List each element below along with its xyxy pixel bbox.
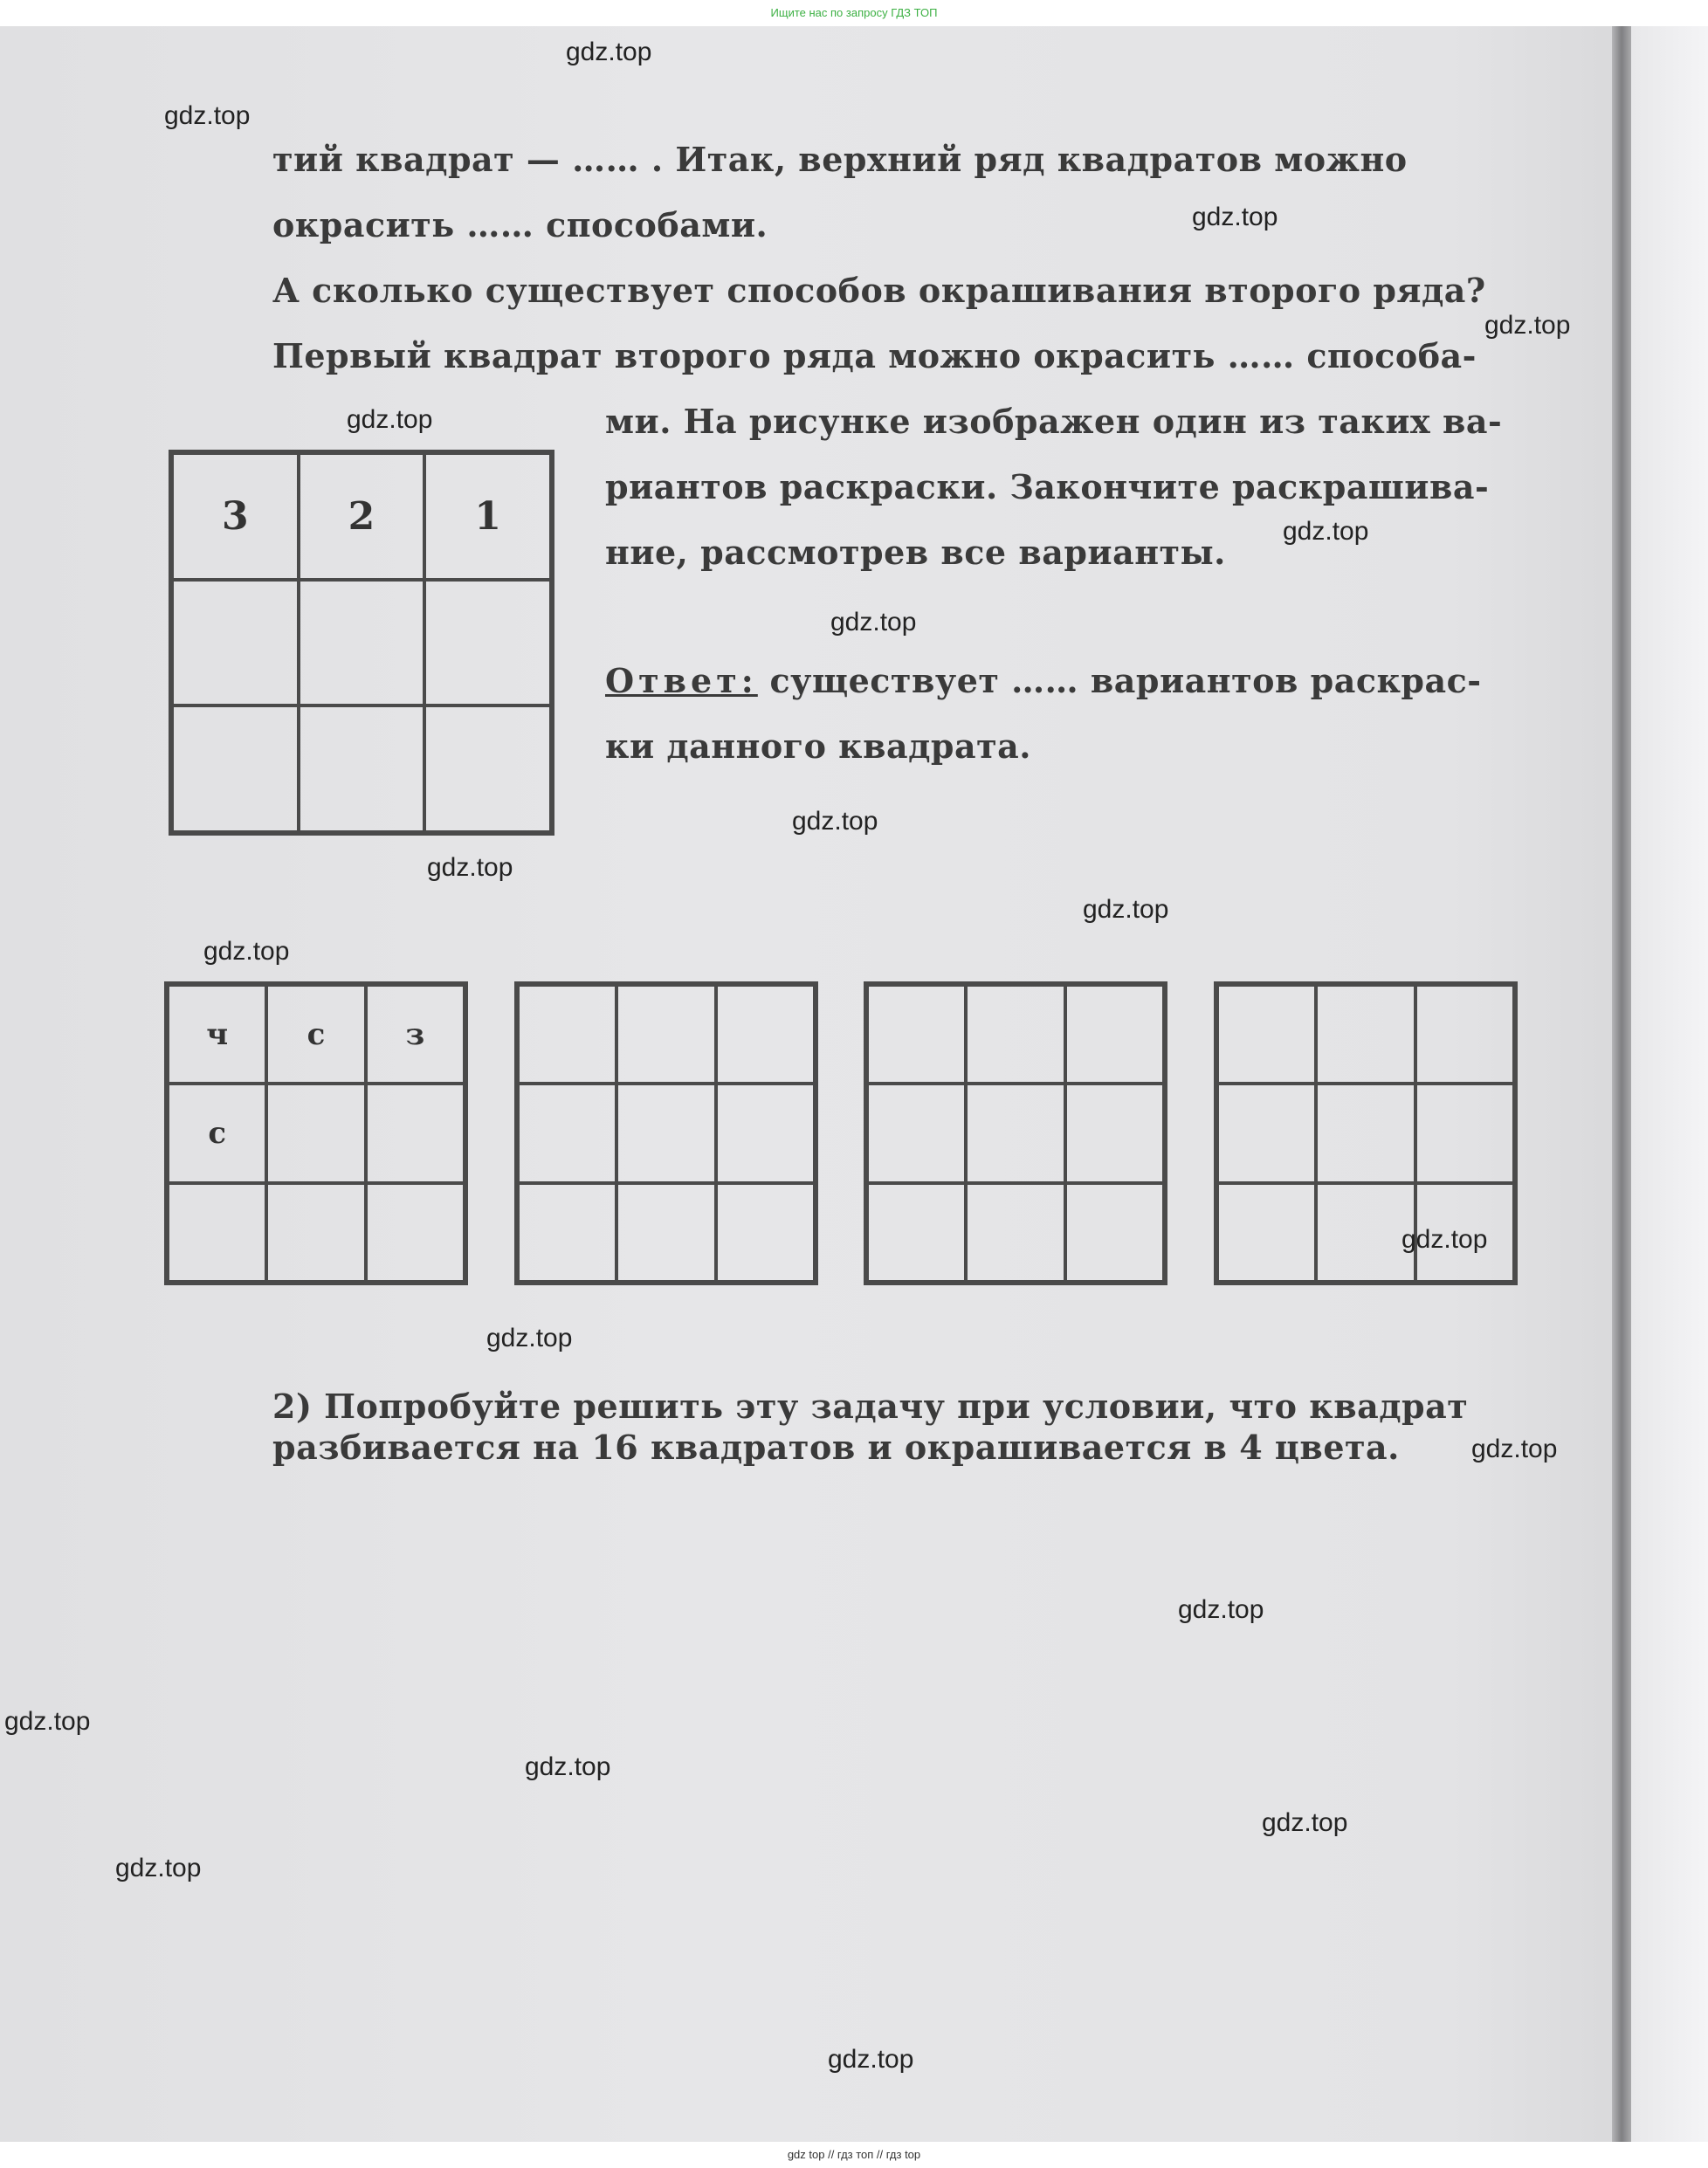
- grid-cell: [716, 1183, 815, 1282]
- grid-cell: [1415, 1084, 1514, 1182]
- watermark: gdz.top: [1192, 203, 1278, 231]
- watermark: gdz.top: [525, 1752, 611, 1781]
- top-banner: Ищите нас по запросу ГДЗ ТОП: [770, 6, 938, 19]
- watermark: gdz.top: [4, 1707, 91, 1736]
- watermark: gdz.top: [347, 405, 433, 434]
- grid-cell: [1316, 1084, 1415, 1182]
- watermark: gdz.top: [792, 807, 878, 836]
- watermark: gdz.top: [1484, 311, 1571, 340]
- watermark: gdz.top: [427, 853, 513, 882]
- grid-cell: [299, 580, 425, 706]
- grid-cell: [299, 705, 425, 832]
- grid-cell: [867, 1183, 966, 1282]
- grid-cell: [266, 1183, 365, 1282]
- grid-cell: с: [266, 985, 365, 1084]
- grid-cell: [1217, 985, 1316, 1084]
- grid-cell: [716, 1084, 815, 1182]
- grid-cell: [1217, 1084, 1316, 1182]
- grid-cell: [366, 1084, 465, 1182]
- grid-cell: [616, 985, 715, 1084]
- watermark: gdz.top: [1083, 895, 1169, 924]
- watermark: gdz.top: [1471, 1435, 1558, 1463]
- grid-cell: [518, 1084, 616, 1182]
- text-line-4: Первый квадрат второго ряда можно окрасить …… способа-: [272, 336, 1477, 375]
- text-line-6: риантов раскраски. Закончите раскрашива-: [605, 467, 1490, 506]
- task-2-line-1: 2) Попробуйте решить эту задачу при условии, что квадрат: [272, 1387, 1469, 1426]
- grid-cell: [518, 985, 616, 1084]
- watermark: gdz.top: [830, 608, 917, 637]
- grid-cell: [366, 1183, 465, 1282]
- text-line-1: тий квадрат — …… . Итак, верхний ряд квадратов можно: [272, 140, 1408, 179]
- coloring-grid-3: [864, 981, 1167, 1285]
- grid-cell: 1: [424, 453, 551, 580]
- grid-cell: [966, 1084, 1064, 1182]
- grid-cell: [172, 705, 299, 832]
- answer-text: существует …… вариантов раскрас-: [757, 661, 1482, 700]
- text-line-9: ки данного квадрата.: [605, 726, 1032, 766]
- grid-cell: [616, 1183, 715, 1282]
- text-line-2: окрасить …… способами.: [272, 205, 768, 244]
- grid-cell: [266, 1084, 365, 1182]
- task-2-line-2: разбивается на 16 квадратов и окрашивается в 4 цвета.: [272, 1428, 1400, 1467]
- grid-cell: 3: [172, 453, 299, 580]
- watermark: gdz.top: [1178, 1595, 1264, 1624]
- grid-cell: [966, 985, 1064, 1084]
- watermark: gdz.top: [828, 2045, 914, 2074]
- text-line-7: ние, рассмотрев все варианты.: [605, 533, 1226, 572]
- grid-cell: [168, 1183, 266, 1282]
- grid-cell: ч: [168, 985, 266, 1084]
- grid-cell: [867, 985, 966, 1084]
- grid-cell: [1065, 985, 1164, 1084]
- text-line-3: А сколько существует способов окрашивания второго ряда?: [272, 271, 1486, 310]
- grid-cell: з: [366, 985, 465, 1084]
- page-edge: [1631, 26, 1708, 2142]
- answer-line: [605, 661, 1482, 700]
- watermark: gdz.top: [203, 937, 290, 966]
- watermark: gdz.top: [1402, 1225, 1488, 1254]
- watermark: gdz.top: [115, 1854, 202, 1882]
- grid-cell: [616, 1084, 715, 1182]
- text-line-5: ми. На рисунке изображен один из таких ва-: [605, 402, 1503, 441]
- grid-cell: [1415, 985, 1514, 1084]
- grid-cell: [1316, 985, 1415, 1084]
- page-binding-shadow: [1612, 26, 1631, 2142]
- grid-cell: [716, 985, 815, 1084]
- grid-cell: 2: [299, 453, 425, 580]
- answer-label: Ответ:: [605, 661, 758, 700]
- watermark: gdz.top: [486, 1324, 573, 1352]
- example-grid: [169, 450, 554, 836]
- grid-cell: [424, 705, 551, 832]
- watermark: gdz.top: [1283, 517, 1369, 546]
- grid-cell: [1217, 1183, 1316, 1282]
- grid-cell: [518, 1183, 616, 1282]
- bottom-banner: gdz top // гдз топ // гдз top: [0, 2142, 1708, 2168]
- grid-cell: [966, 1183, 1064, 1282]
- watermark: gdz.top: [164, 101, 251, 130]
- watermark: gdz.top: [566, 38, 652, 66]
- grid-cell: с: [168, 1084, 266, 1182]
- grid-cell: [172, 580, 299, 706]
- grid-cell: [1065, 1084, 1164, 1182]
- grid-cell: [1316, 1183, 1415, 1282]
- grid-cell: [1065, 1183, 1164, 1282]
- grid-cell: [424, 580, 551, 706]
- coloring-grid-2: [514, 981, 818, 1285]
- coloring-grid-1: [164, 981, 468, 1285]
- watermark: gdz.top: [1262, 1808, 1348, 1837]
- grid-cell: [867, 1084, 966, 1182]
